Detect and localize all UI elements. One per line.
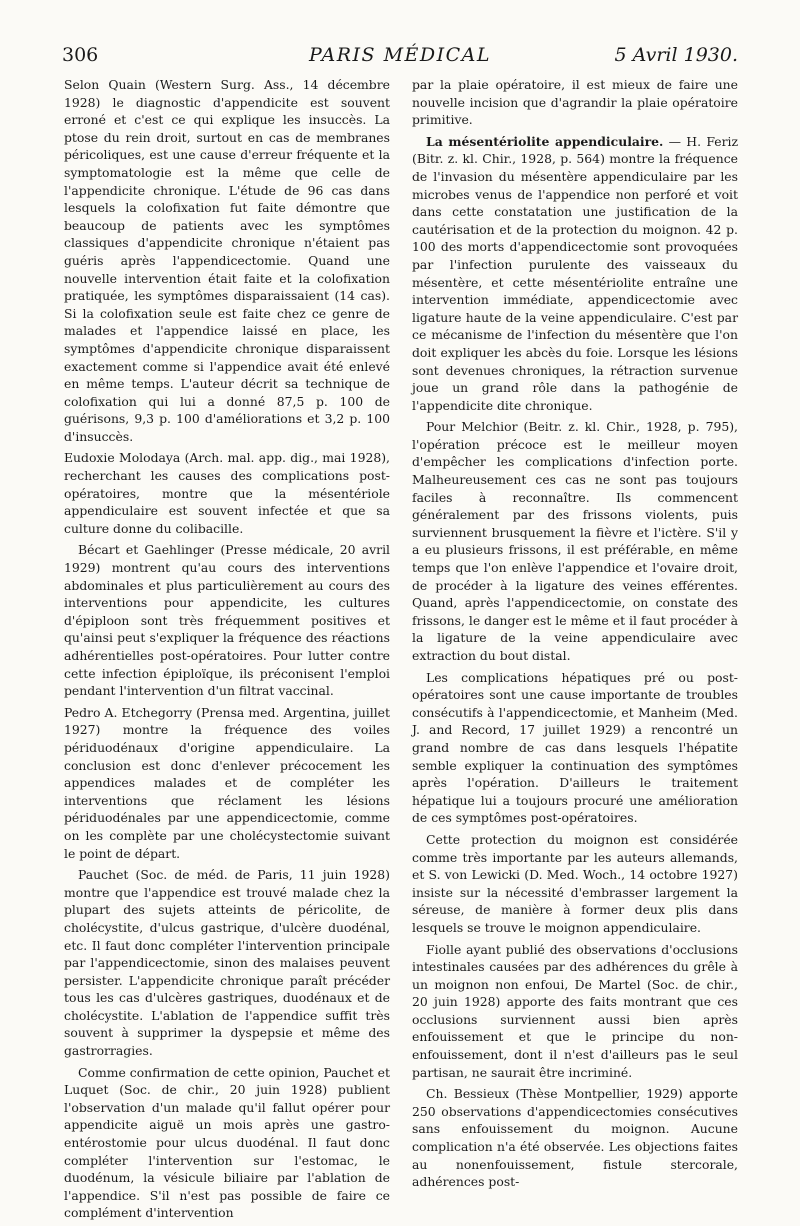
paragraph-pauchet: Pauchet (Soc. de méd. de Paris, 11 juin 1928) montre que l'appendice est trouvé malade chez la plupart des sujets atteints de péricolite, de cholécystite, d'ulcus gastrique, d'ulcère duodénal, etc. Il faut donc compléter l'intervention principale par l'appendicectomie, sinon des malaises peuvent persister. L'appendicite chronique paraît précéder tous les cas d'ulcères gastriques, duodénaux et de cholécystite. L'ablation de l'appendice suffit très souvent à supprimer la dyspepsie et même des gastrorragies.: [64, 867, 390, 1059]
paragraph-bessieux: Ch. Bessieux (Thèse Montpellier, 1929) apporte 250 observations d'appendicectomies consécutives sans enfouissement du moignon. Aucune complication n'a été observée. Les objections faites au nonenfouissement, fistule stercorale, adhérences post-: [412, 1086, 738, 1190]
running-header: [62, 44, 738, 72]
paragraph-molodaya: Eudoxie Molodaya (Arch. mal. app. dig., mai 1928), recherchant les causes des complications post-opératoires, montre que la mésentériole appendiculaire est souvent infectée et que sa culture donne du colibacille.: [64, 450, 390, 536]
issue-date: 5 Avril 1930.: [614, 44, 738, 66]
paragraph-becart: Bécart et Gaehlinger (Presse médicale, 20 avril 1929) montrent qu'au cours des interventions abdominales et plus particulièrement au cours des interventions pour appendicite, les cultures d'épiploon sont très fréquemment positives et qu'ainsi peut s'expliquer la fréquence des réactions adhérentielles post-opératoires. Pour lutter contre cette infection épiploïque, ils préconisent l'emploi pendant l'intervention d'un filtrat vaccinal.: [64, 542, 390, 699]
journal-title: PARIS MÉDICAL: [308, 44, 492, 66]
right-column: [412, 76, 738, 1195]
paragraph-melchior: Pour Melchior (Beitr. z. kl. Chir., 1928, p. 795), l'opération précoce est le meilleur moyen d'empêcher les complications d'infection porte. Malheureusement ces cas ne sont pas toujours faciles à reconnaître. Ils commencent généralement par des frissons violents, puis surviennent brusquement la fièvre et l'ictère. S'il y a eu plusieurs frissons, il est préférable, en même temps que l'on enlève l'appendice et l'ovaire droit, de procéder à la ligature des veines efférentes. Quand, après l'appendicectomie, on constate des frissons, le danger est le même et il faut procéder à la ligature de la veine appendiculaire avec extraction du bout distal.: [412, 419, 738, 663]
paragraph-lewicki: Cette protection du moignon est considérée comme très importante par les auteurs allemands, et S. von Lewicki (D. Med. Woch., 14 octobre 1927) insiste sur la nécessité d'embrasser largement la séreuse, de manière à former deux plis dans lesquels se trouve le moignon appendiculaire.: [412, 831, 738, 935]
paragraph-pauchet-luquet: Comme confirmation de cette opinion, Pauchet et Luquet (Soc. de chir., 20 juin 1928) publient l'observation d'un malade qu'il fallut opérer pour appendicite aiguë un mois après une gastro-entérostomie pour ulcus duodénal. Il faut donc compléter l'intervention sur l'estomac, le duodénum, la vésicule biliaire par l'ablation de l'appendice. S'il n'est pas possible de faire ce complément d'intervention: [64, 1064, 390, 1221]
left-column: [64, 76, 390, 1226]
section-heading: La mésentériolite appendiculaire.: [426, 133, 664, 149]
section-text: — H. Feriz (Bitr. z. kl. Chir., 1928, p. 564) montre la fréquence de l'invasion du mésentère appendiculaire par les microbes venus de l'appendice non perforé et voit dans cette constatation une justification de la cautérisation et de la protection du moignon. 42 p. 100 des morts d'appendicectomie sont provoquées par l'infection purulente des vaisseaux du mésentère, et cette mésentériolite entraîne une intervention immédiate, appendicectomie avec ligature haute de la veine appendiculaire. C'est par ce mécanisme de l'infection du mésentère que l'on doit expliquer les abcès du foie. Lorsque les lésions sont devenues chroniques, la rétraction survenue joue un grand rôle dans la pathogénie de l'appendicite dite chronique.: [412, 133, 738, 413]
section-mesenteriolite: [412, 133, 738, 415]
paragraph-etchegorry: Pedro A. Etchegorry (Prensa med. Argentina, juillet 1927) montre la fréquence des voiles périduodénaux d'origine appendiculaire. La conclusion est donc d'enlever précocement les appendices malades et de compléter les interventions que réclament les lésions périduodénales par une appendicectomie, comme on les complète par une cholécystectomie suivant le point de départ.: [64, 704, 390, 861]
page-number: 306: [62, 44, 99, 66]
paragraph-fiolle: Fiolle ayant publié des observations d'occlusions intestinales causées par des adhérences du grêle à un moignon non enfoui, De Martel (Soc. de chir., 20 juin 1928) apporte des faits montrant que ces occlusions surviennent aussi bien après enfouissement et que le principe du non-enfouissement, dont il n'est d'ailleurs pas le seul partisan, ne saurait être incriminé.: [412, 941, 738, 1080]
paragraph-quain: Selon Quain (Western Surg. Ass., 14 décembre 1928) le diagnostic d'appendicite est souvent erroné et c'est ce qui explique les insuccès. La ptose du rein droit, surtout en cas de membranes péricoliques, est une cause d'erreur fréquente et la symptomatologie est la même que celle de l'appendicite chronique. L'étude de 96 cas dans lesquels la colofixation fut faite démontre que beaucoup de patients avec les symptômes classiques d'appendicite chronique n'étaient pas guéris après l'appendicectomie. Quand une nouvelle intervention était faite et la colofixation pratiquée, les symptômes disparaissaient (14 cas). Si la colofixation seule est faite chez ce genre de malades et l'appendice laissé en place, les symptômes d'appendicite chronique disparaissent exactement comme si l'appendice avait été enlevé en même temps. L'auteur décrit sa technique de colofixation qui lui a donné 87,5 p. 100 de guérisons, 9,3 p. 100 d'améliorations et 3,2 p. 100 d'insuccès.: [64, 77, 390, 444]
paragraph-manheim: Les complications hépatiques pré ou post-opératoires sont une cause importante de troubles consécutifs à l'appendicectomie, et Manheim (Med. J. and Record, 17 juillet 1929) a rencontré un grand nombre de cas dans lesquels l'hépatite semble expliquer la continuation des symptômes après l'opération. D'ailleurs le traitement hépatique lui a toujours procuré une amélioration de ces symptômes post-opératoires.: [412, 669, 738, 826]
paragraph-continuation: par la plaie opératoire, il est mieux de faire une nouvelle incision que d'agrandir la plaie opératoire primitive.: [412, 77, 738, 128]
